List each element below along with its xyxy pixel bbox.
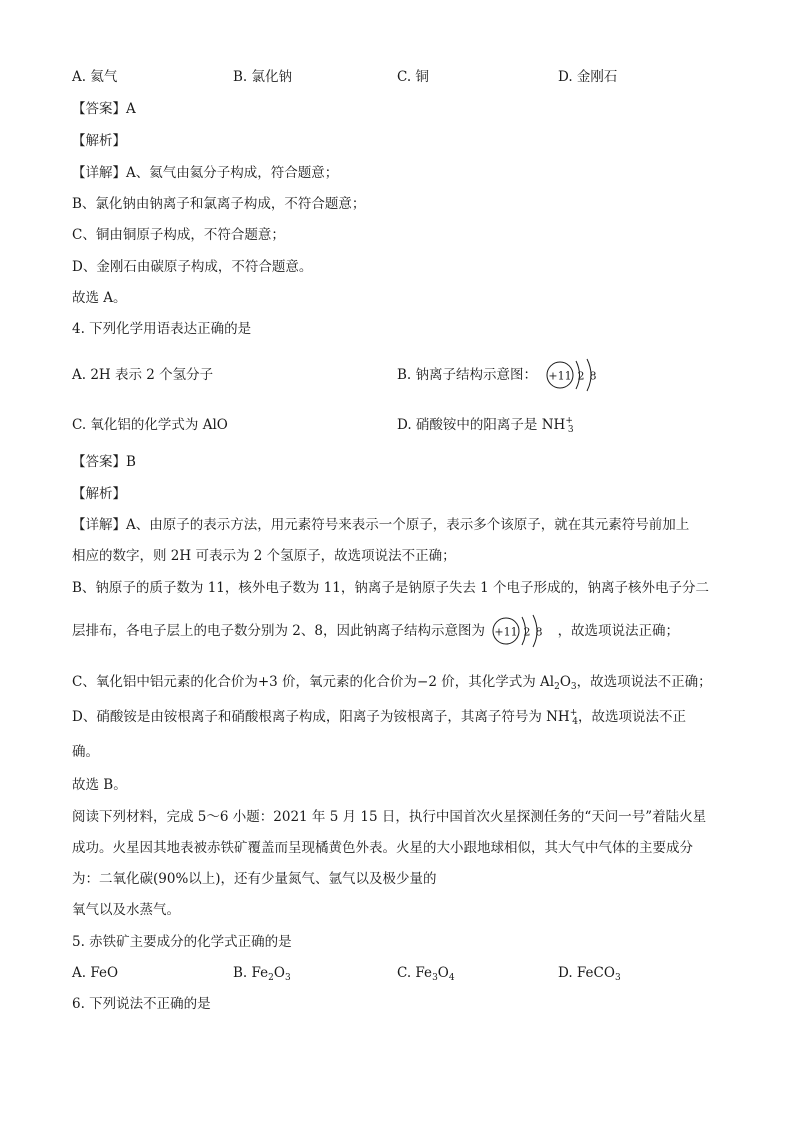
shell2-label: 8 <box>589 369 597 383</box>
q5-stem: 5. 赤铁矿主要成分的化学式正确的是 <box>72 934 292 950</box>
shell1-label: 2 <box>523 625 531 639</box>
q4-detail-d-text: D、硝酸铵是由铵根离子和硝酸根离子构成，阳离子为铵根离子，其离子符号为 NH <box>72 709 570 725</box>
q3-detail-line: 【详解】A、氦气由氦分子构成，符合题意； <box>72 165 339 181</box>
q4-detail-d2: 确。 <box>72 744 99 760</box>
q3-detail-line: B、氯化钠由钠离子和氯离子构成，不符合题意； <box>72 196 366 212</box>
q4-option-b <box>397 358 607 392</box>
q4-option-d-sup: + <box>565 416 573 426</box>
q5-option-c <box>397 964 455 982</box>
q3-option-a: A. 氦气 <box>72 69 118 85</box>
q4-detail-d-sup: + <box>569 708 578 718</box>
q4-option-d <box>397 416 574 434</box>
q3-analysis-heading: 【解析】 <box>72 133 126 149</box>
q3-detail-line: D、金刚石由碳原子构成，不符合题意。 <box>72 259 313 275</box>
q4-detail-c-text: C、氧化铝中铝元素的化合价为+3 价，氧元素的化合价为−2 价，其化学式为 Al <box>72 674 555 690</box>
nucleus-label: +11 <box>548 369 572 383</box>
q5-option-b-sub2: 3 <box>284 973 291 983</box>
q5-option-c-sub2: 4 <box>448 973 455 983</box>
q4-option-d-sub: 3 <box>567 425 574 435</box>
q4-detail-c-sub2: 3 <box>570 682 577 692</box>
q4-option-c: C. 氧化铝的化学式为 AlO <box>72 417 228 433</box>
q6-stem: 6. 下列说法不正确的是 <box>72 996 211 1012</box>
shell2-label: 8 <box>535 625 543 639</box>
q5-option-c-text: C. Fe <box>397 965 433 981</box>
shell1-label: 2 <box>577 369 585 383</box>
q4-detail-d-sub: 4 <box>572 717 578 727</box>
q4-option-a: A. 2H 表示 2 个氢分子 <box>72 367 214 383</box>
q4-detail-d-end: ，故选项说法不正 <box>577 709 686 725</box>
q5-option-b-sub1: 2 <box>268 973 274 983</box>
material-line: 成功。火星因其地表被赤铁矿覆盖而呈现橘黄色外表。火星的大小跟地球相似，其大气中气体的主要成分 <box>72 840 693 856</box>
q3-conclusion: 故选 A。 <box>72 290 127 306</box>
q3-detail-line: C、铜由铜原子构成，不符合题意； <box>72 227 285 243</box>
q5-option-c-mid: O <box>437 965 449 981</box>
sodium-ion-diagram <box>545 358 607 392</box>
q4-detail-c <box>72 673 712 691</box>
q3-option-c: C. 铜 <box>397 69 429 85</box>
q5-option-d-text: D. FeCO <box>558 965 615 981</box>
q5-option-a: A. FeO <box>72 965 119 981</box>
material-line: 阅读下列材料，完成 5～6 小题：2021 年 5 月 15 日，执行中国首次火星探测任务的“天问一号”着陆火星 <box>72 809 707 825</box>
q4-analysis-heading: 【解析】 <box>72 486 126 502</box>
material-line: 氧气以及水蒸气。 <box>72 902 180 918</box>
q4-detail-a2: 相应的数字，则 2H 可表示为 2 个氢原子，故选项说法不正确； <box>72 548 456 564</box>
q4-detail-d <box>72 708 686 726</box>
q5-option-b-mid: O <box>273 965 285 981</box>
q5-option-d-sub: 3 <box>614 973 621 983</box>
q3-option-d: D. 金刚石 <box>558 69 618 85</box>
q4-detail-b2-text: 层排布，各电子层上的电子数分别为 2、8，因此钠离子结构示意图为 <box>72 623 485 639</box>
q4-detail-b1: B、钠原子的质子数为 11，核外电子数为 11，钠离子是钠原子失去 1 个电子形成的，钠离子核外电子分二 <box>72 580 710 596</box>
q5-option-b <box>233 964 291 982</box>
sodium-ion-diagram <box>491 614 553 648</box>
q4-detail-c-mid: O <box>559 674 571 690</box>
q4-answer: 【答案】B <box>72 454 136 470</box>
q3-option-b: B. 氯化钠 <box>233 69 293 85</box>
q4-conclusion: 故选 B。 <box>72 777 127 793</box>
q4-option-b-label: B. 钠离子结构示意图： <box>397 367 538 383</box>
q4-detail-c-end: ，故选项说法不正确； <box>576 674 712 690</box>
material-line: 为：二氧化碳(90%以上)，还有少量氮气、氩气以及极少量的 <box>72 871 437 887</box>
q4-detail-b2 <box>72 614 679 648</box>
nucleus-label: +11 <box>494 625 518 639</box>
q4-option-d-text: D. 硝酸铵中的阳离子是 NH <box>397 417 566 433</box>
q4-detail-c-sub1: 2 <box>554 682 560 692</box>
q5-option-b-text: B. Fe <box>233 965 269 981</box>
q4-stem: 4. 下列化学用语表达正确的是 <box>72 321 252 337</box>
q4-detail-a1: 【详解】A、由原子的表示方法，用元素符号来表示一个原子，表示多个该原子，就在其元素符号前加上 <box>72 517 690 533</box>
q5-option-c-sub1: 3 <box>432 973 438 983</box>
q3-answer: 【答案】A <box>72 101 136 117</box>
q4-detail-b2-end: ，故选项说法正确； <box>557 623 680 639</box>
q5-option-d <box>558 964 621 982</box>
